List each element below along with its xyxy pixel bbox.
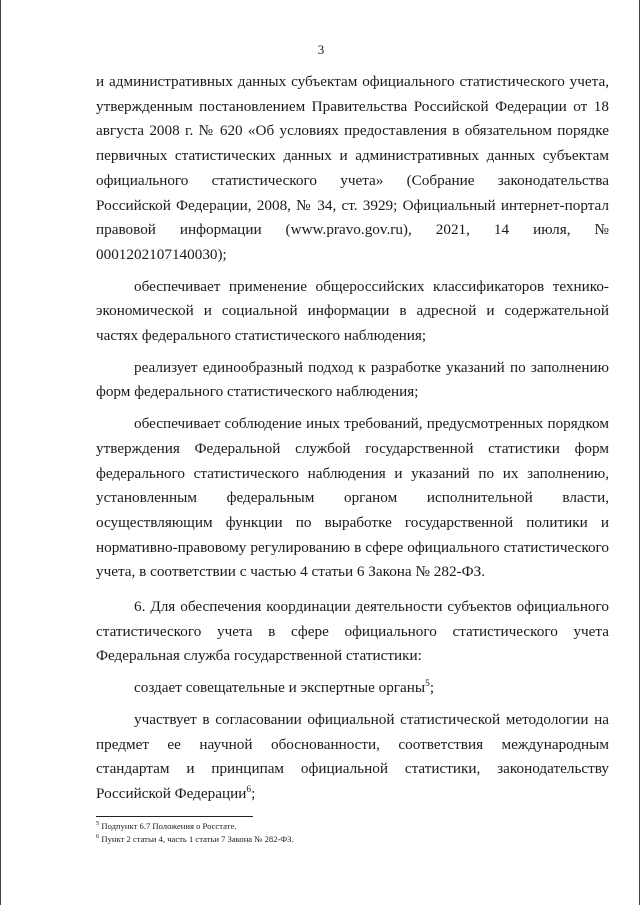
footnote-5 bbox=[96, 820, 596, 833]
paragraph-6-end: ; bbox=[429, 679, 435, 697]
footnotes bbox=[96, 820, 596, 845]
paragraph-5: 6. Для обеспечения координации деятельности субъектов официального статистического учета в сфере официального статистического учета Федеральная служба государственной статистики: bbox=[96, 598, 609, 665]
footnote-separator bbox=[96, 816, 253, 817]
paragraph-2: обеспечивает применение общероссийских классификаторов технико-экономической и социальной информации в адресной и содержательной частях федерального статистического наблюдения; bbox=[96, 277, 609, 345]
footnote-mark: 6 bbox=[96, 832, 100, 840]
paragraph-7-text: участвует в согласовании официальной статистической методологии на предмет ее научной обоснованности, соответствия международным стандартам и принципам официальной статистики, законодательству Российской Федерации bbox=[96, 710, 609, 802]
paragraph-6-text: создает совещательные и экспертные органы bbox=[134, 679, 426, 697]
footnote-text: Пункт 2 статьи 4, часть 1 статьи 7 Закона № 282-ФЗ. bbox=[101, 833, 294, 844]
body-text bbox=[96, 70, 609, 807]
paragraph-6 bbox=[96, 676, 609, 701]
footnote-text: Подпункт 6.7 Положения о Росстате. bbox=[101, 821, 237, 831]
paragraph-1: и административных данных субъектам официального статистического учета, утвержденным постановлением Правительства Российской Федерации от 18 августа 2008 г. № 620 «Об условиях предоставления в обязательном порядке первичных статистических данных и административных данных субъектам официального статистического учета» (Собрание законодательства Российской Федерации, 2008, № 34, ст. 3929; Официальный интернет-портал правовой информации (www.pravo.gov.ru), 2021, 14 июля, № 0001202107140030); bbox=[96, 73, 609, 263]
footnote-mark: 5 bbox=[96, 820, 100, 828]
paragraph-4: обеспечивает соблюдение иных требований, предусмотренных порядком утверждения Федеральной службой государственной статистики форм федерального статистического наблюдения и указаний по их заполнению, установленным федеральным органом исполнительной власти, осуществляющим функции по выработке государственной политики и нормативно-правовому регулированию в сфере официального статистического учета, в соответствии с частью 4 статьи 6 Закона № 282-ФЗ. bbox=[96, 415, 609, 581]
paragraph-7-end: ; bbox=[251, 784, 256, 802]
paragraph-3: реализует единообразный подход к разработке указаний по заполнению форм федерального статистического наблюдения; bbox=[96, 358, 609, 401]
footnote-ref-6: 6 bbox=[246, 784, 252, 795]
footnote-ref-5: 5 bbox=[425, 679, 430, 690]
footnote-6 bbox=[96, 833, 596, 846]
paragraph-7 bbox=[96, 708, 609, 807]
page-number: 3 bbox=[317, 42, 325, 57]
